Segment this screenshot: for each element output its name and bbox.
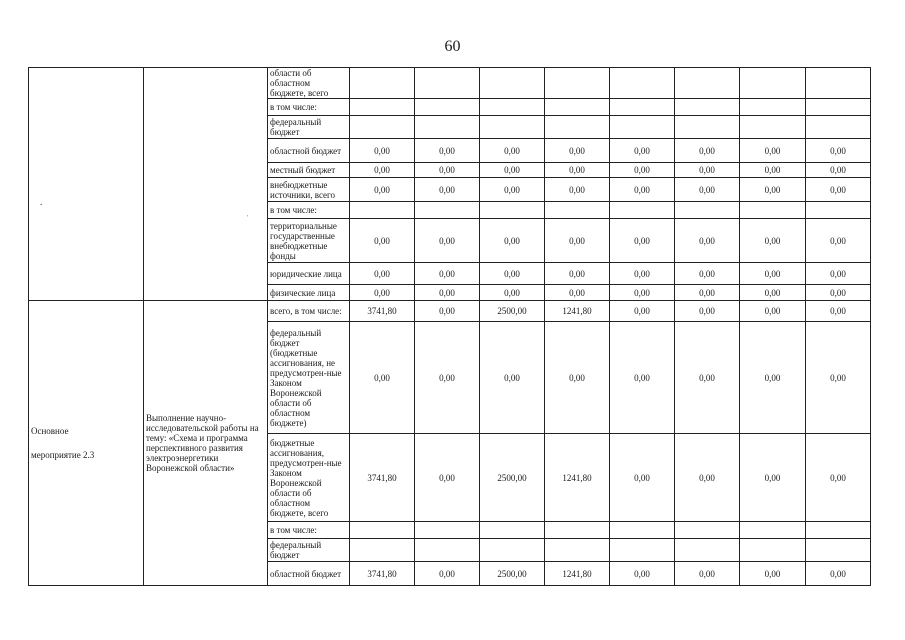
funding-source-cell: внебюджетные источники, всего (268, 178, 350, 202)
measure-name-cell-empty (144, 68, 268, 301)
value-cell: 0,00 (740, 139, 806, 163)
status-cell (29, 301, 144, 586)
funding-source-cell: федеральный бюджет (268, 116, 350, 139)
funding-source-cell: в том числе: (268, 99, 350, 116)
value-cell: 0,00 (806, 178, 871, 202)
value-cell: 0,00 (480, 322, 545, 434)
value-cell (350, 116, 415, 139)
value-cell (415, 99, 480, 116)
value-cell: 0,00 (415, 178, 480, 202)
value-cell: 0,00 (350, 263, 415, 285)
table-row (29, 68, 871, 99)
value-cell (610, 539, 675, 562)
value-cell: 0,00 (806, 301, 871, 322)
value-cell: 0,00 (806, 434, 871, 522)
table-body (29, 68, 871, 586)
value-cell: 3741,80 (350, 434, 415, 522)
value-cell: 0,00 (675, 434, 740, 522)
value-cell: 0,00 (610, 322, 675, 434)
value-cell: 0,00 (806, 562, 871, 586)
value-cell: 0,00 (610, 178, 675, 202)
funding-source-cell: территориальные государственные внебюджетные фонды (268, 219, 350, 263)
funding-source-cell: всего, в том числе: (268, 301, 350, 322)
value-cell (350, 68, 415, 99)
value-cell (415, 202, 480, 219)
value-cell: 0,00 (545, 322, 610, 434)
value-cell: 0,00 (545, 285, 610, 301)
value-cell (675, 99, 740, 116)
value-cell: 0,00 (415, 285, 480, 301)
value-cell (545, 522, 610, 539)
value-cell: 0,00 (610, 285, 675, 301)
value-cell: 0,00 (806, 219, 871, 263)
value-cell: 0,00 (610, 434, 675, 522)
value-cell: 0,00 (545, 139, 610, 163)
value-cell: 0,00 (350, 163, 415, 178)
scan-speck: . (40, 197, 43, 207)
value-cell: 0,00 (610, 219, 675, 263)
value-cell (806, 68, 871, 99)
value-cell: 0,00 (415, 263, 480, 285)
measure-number: мероприятие 2.3 (31, 450, 95, 460)
value-cell (675, 539, 740, 562)
value-cell (740, 116, 806, 139)
value-cell (480, 68, 545, 99)
value-cell: 0,00 (350, 139, 415, 163)
value-cell (610, 116, 675, 139)
value-cell: 0,00 (480, 139, 545, 163)
value-cell: 0,00 (675, 263, 740, 285)
value-cell: 0,00 (806, 263, 871, 285)
funding-source-cell: областной бюджет (268, 562, 350, 586)
value-cell: 0,00 (350, 178, 415, 202)
value-cell: 0,00 (480, 285, 545, 301)
value-cell: 0,00 (740, 562, 806, 586)
value-cell: 0,00 (806, 285, 871, 301)
value-cell: 0,00 (415, 139, 480, 163)
budget-table (28, 67, 871, 586)
value-cell: 3741,80 (350, 562, 415, 586)
value-cell: 0,00 (610, 139, 675, 163)
value-cell (740, 522, 806, 539)
value-cell: 0,00 (480, 219, 545, 263)
value-cell (480, 116, 545, 139)
value-cell: 1241,80 (545, 301, 610, 322)
value-cell: 0,00 (806, 163, 871, 178)
value-cell: 0,00 (350, 285, 415, 301)
value-cell (610, 99, 675, 116)
value-cell (740, 99, 806, 116)
scan-speck: ' (247, 214, 249, 222)
value-cell: 0,00 (740, 301, 806, 322)
value-cell: 3741,80 (350, 301, 415, 322)
value-cell: 0,00 (350, 219, 415, 263)
value-cell: 0,00 (610, 163, 675, 178)
measure-name-cell: Выполнение научно-исследовательской работы на тему: «Схема и программа перспективного развития электроэнергетики Воронежской области» (144, 301, 268, 586)
value-cell (480, 522, 545, 539)
value-cell (675, 116, 740, 139)
value-cell: 0,00 (415, 434, 480, 522)
value-cell: 0,00 (480, 163, 545, 178)
value-cell (480, 99, 545, 116)
value-cell (740, 68, 806, 99)
value-cell (675, 68, 740, 99)
value-cell: 0,00 (740, 322, 806, 434)
value-cell: 2500,00 (480, 562, 545, 586)
spacer (31, 436, 141, 450)
value-cell: 0,00 (675, 285, 740, 301)
funding-source-cell: в том числе: (268, 522, 350, 539)
funding-source-cell: физические лица (268, 285, 350, 301)
value-cell: 0,00 (740, 163, 806, 178)
value-cell: 0,00 (415, 301, 480, 322)
value-cell (740, 539, 806, 562)
value-cell: 0,00 (740, 178, 806, 202)
page-number: 60 (444, 38, 461, 55)
value-cell (350, 539, 415, 562)
value-cell (806, 116, 871, 139)
value-cell (415, 68, 480, 99)
value-cell (545, 202, 610, 219)
value-cell: 0,00 (610, 562, 675, 586)
value-cell (350, 99, 415, 116)
value-cell: 0,00 (675, 219, 740, 263)
funding-source-cell: федеральный бюджет (бюджетные ассигнования, не предусмотрен-ные Законом Воронежской области об областном бюджете) (268, 322, 350, 434)
value-cell: 0,00 (740, 219, 806, 263)
funding-source-cell: области об областном бюджете, всего (268, 68, 350, 99)
value-cell: 0,00 (610, 263, 675, 285)
value-cell (610, 202, 675, 219)
value-cell: 0,00 (350, 322, 415, 434)
value-cell (415, 116, 480, 139)
value-cell (806, 99, 871, 116)
value-cell (675, 202, 740, 219)
value-cell: 0,00 (806, 322, 871, 434)
value-cell (350, 202, 415, 219)
funding-source-cell: местный бюджет (268, 163, 350, 178)
value-cell (806, 522, 871, 539)
value-cell (350, 522, 415, 539)
table-row (29, 301, 871, 322)
value-cell (545, 99, 610, 116)
value-cell (480, 202, 545, 219)
value-cell: 0,00 (480, 263, 545, 285)
value-cell: 1241,80 (545, 434, 610, 522)
funding-source-cell: в том числе: (268, 202, 350, 219)
value-cell: 0,00 (675, 163, 740, 178)
value-cell (740, 202, 806, 219)
value-cell: 0,00 (806, 139, 871, 163)
value-cell (610, 68, 675, 99)
value-cell: 0,00 (740, 285, 806, 301)
value-cell: 1241,80 (545, 562, 610, 586)
value-cell (610, 522, 675, 539)
value-cell (545, 539, 610, 562)
value-cell (806, 539, 871, 562)
value-cell (480, 539, 545, 562)
value-cell: 0,00 (545, 219, 610, 263)
value-cell: 0,00 (480, 178, 545, 202)
value-cell: 2500,00 (480, 434, 545, 522)
value-cell: 0,00 (545, 178, 610, 202)
value-cell: 0,00 (545, 163, 610, 178)
funding-source-cell: юридические лица (268, 263, 350, 285)
value-cell (806, 202, 871, 219)
value-cell: 0,00 (675, 322, 740, 434)
value-cell: 0,00 (415, 219, 480, 263)
value-cell: 0,00 (675, 562, 740, 586)
value-cell: 0,00 (415, 163, 480, 178)
value-cell (415, 539, 480, 562)
status-label: Основное (31, 426, 69, 436)
value-cell (675, 522, 740, 539)
value-cell: 0,00 (740, 263, 806, 285)
funding-source-cell: федеральный бюджет (268, 539, 350, 562)
funding-source-cell: бюджетные ассигнования, предусмотрен-ные Законом Воронежской области об областном бюджете, всего (268, 434, 350, 522)
value-cell: 0,00 (415, 322, 480, 434)
value-cell (415, 522, 480, 539)
value-cell (545, 116, 610, 139)
value-cell: 0,00 (675, 178, 740, 202)
value-cell: 0,00 (740, 434, 806, 522)
status-cell-empty (29, 68, 144, 301)
value-cell: 0,00 (675, 301, 740, 322)
value-cell: 0,00 (415, 562, 480, 586)
value-cell (545, 68, 610, 99)
value-cell: 0,00 (610, 301, 675, 322)
value-cell: 0,00 (675, 139, 740, 163)
funding-source-cell: областной бюджет (268, 139, 350, 163)
value-cell: 2500,00 (480, 301, 545, 322)
value-cell: 0,00 (545, 263, 610, 285)
